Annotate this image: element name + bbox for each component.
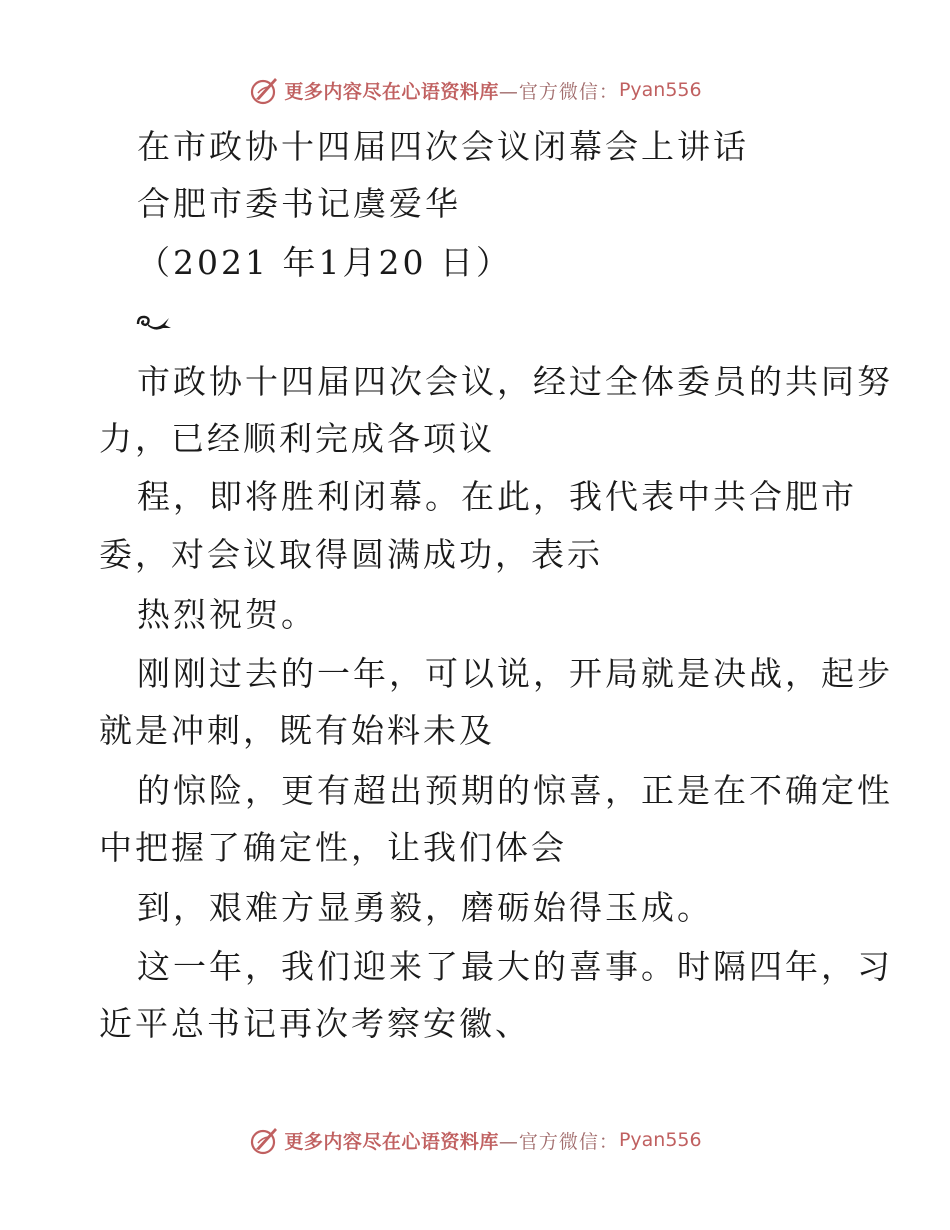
paragraph-line-4: 委，对会议取得圆满成功，表示 (99, 535, 603, 574)
paragraph-line-8: 的惊险，更有超出预期的惊喜，正是在不确定性 (137, 771, 893, 810)
quill-pen-logo-icon (248, 1123, 282, 1157)
watermark-wechat-label: —官方微信： (498, 80, 619, 103)
paragraph-line-12: 近平总书记再次考察安徽、 (99, 1004, 531, 1043)
paragraph-line-3: 程，即将胜利闭幕。在此，我代表中共合肥市 (137, 477, 857, 516)
paragraph-line-11: 这一年，我们迎来了最大的喜事。时隔四年，习 (137, 947, 893, 986)
watermark-wechat-id: Pyan556 (618, 79, 702, 101)
paragraph-line-5: 热烈祝贺。 (137, 595, 317, 634)
paragraph-line-10: 到，艰难方显勇毅，磨砺始得玉成。 (137, 888, 713, 927)
watermark-text: 更多内容尽在心语资料库 (284, 1130, 499, 1153)
watermark-wechat-id: Pyan556 (618, 1129, 702, 1151)
watermark-banner-bottom (0, 1120, 950, 1160)
document-author: 合肥市委书记虞爱华 (137, 184, 461, 223)
paragraph-line-6: 刚刚过去的一年，可以说，开局就是决战，起步 (137, 654, 893, 693)
paragraph-line-9: 中把握了确定性，让我们体会 (99, 828, 567, 867)
document-date: （2021 年1月20 日） (137, 243, 512, 282)
paragraph-line-7: 就是冲刺，既有始料未及 (99, 711, 495, 750)
quill-pen-logo-icon (248, 73, 282, 107)
paragraph-line-2: 力，已经顺利完成各项议 (99, 419, 495, 458)
document-title: 在市政协十四届四次会议闭幕会上讲话 (137, 127, 749, 166)
paragraph-line-1: 市政协十四届四次会议，经过全体委员的共同努 (137, 362, 893, 401)
watermark-text: 更多内容尽在心语资料库 (284, 80, 499, 103)
fleuron-icon (135, 312, 173, 334)
watermark-banner-top (0, 70, 950, 110)
watermark-wechat-label: —官方微信： (498, 1130, 619, 1153)
